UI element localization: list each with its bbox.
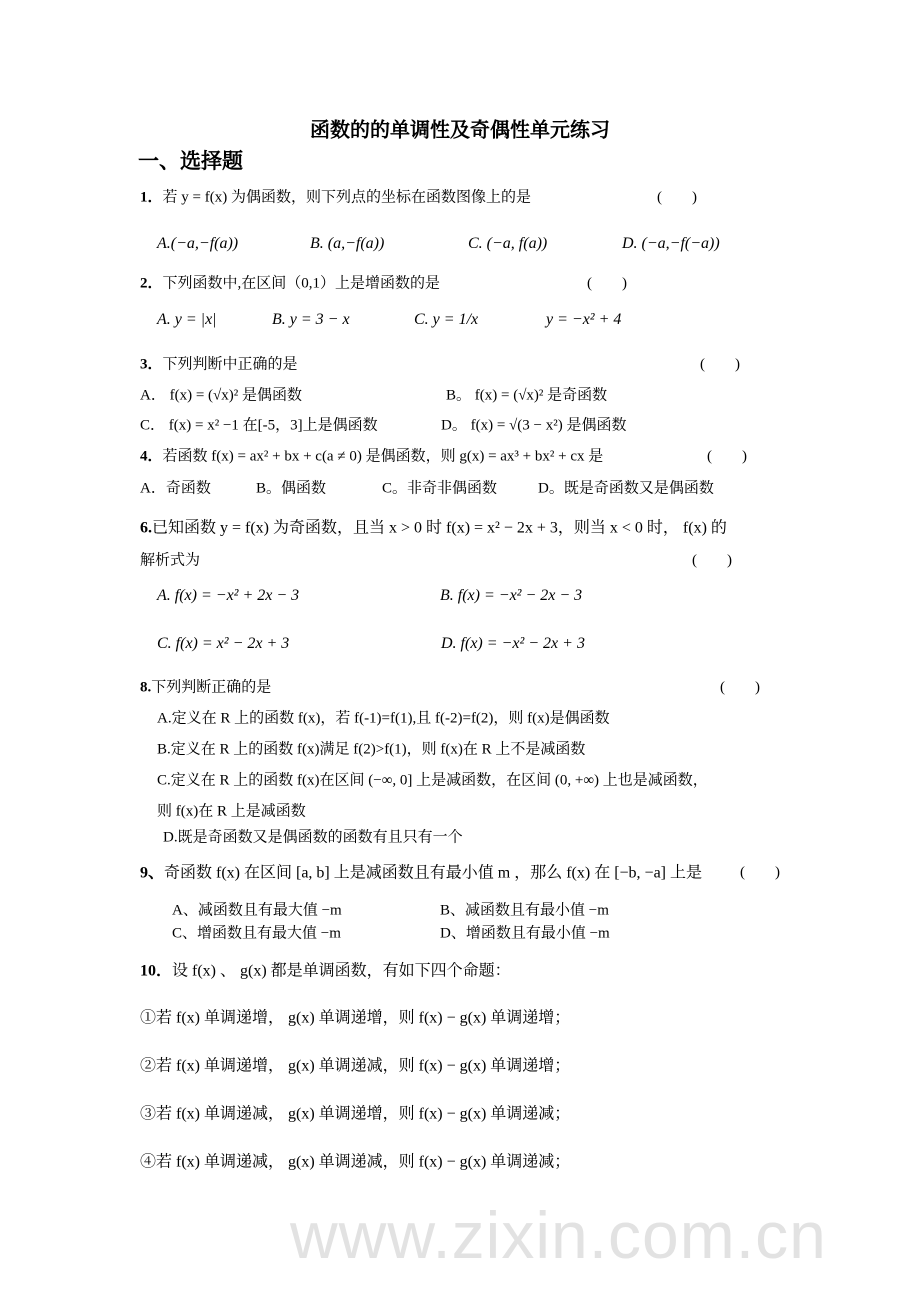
option-c: C. (−a, f(a)) — [468, 235, 548, 252]
question-2 — [140, 272, 440, 293]
proposition-3: ③若 f(x) 单调递减， g(x) 单调递增，则 f(x) − g(x) 单调递减； — [140, 1105, 571, 1123]
answer-paren: ( ) — [700, 356, 740, 373]
option-a: A. f(x) = −x² + 2x − 3 — [157, 587, 300, 604]
option-d: D。既是奇函数又是偶函数 — [538, 480, 714, 497]
question-number: 10． — [140, 962, 173, 980]
question-4 — [140, 445, 603, 466]
question-9 — [140, 860, 702, 883]
answer-paren: ( ) — [692, 552, 732, 569]
question-text: 下列函数中,在区间（0,1）上是增函数的是 — [162, 275, 441, 292]
answer-paren: ( ) — [587, 275, 627, 292]
page-title: 函数的的单调性及奇偶性单元练习 — [310, 117, 610, 142]
option-d: D。 f(x) = √(3 − x²) 是偶函数 — [441, 417, 627, 434]
option-a: A.(−a,−f(a)) — [157, 235, 239, 252]
question-number: 6. — [140, 519, 152, 537]
answer-paren: ( ) — [657, 189, 697, 206]
option-c: C。非奇非偶函数 — [382, 480, 498, 497]
question-number: 8. — [140, 679, 152, 696]
option-b: B。 f(x) = (√x)² 是奇函数 — [446, 387, 608, 404]
option-d: D. (−a,−f(−a)) — [622, 235, 720, 252]
question-10 — [140, 958, 511, 981]
option-b: B. f(x) = −x² − 2x − 3 — [440, 587, 583, 604]
option-a: A．奇函数 — [140, 480, 211, 497]
option-b: B、减函数且有最小值 −m — [440, 902, 609, 919]
question-text: 已知函数 y = f(x) 为奇函数，且当 x > 0 时 f(x) = x² − 2x + 3，则当 x < 0 时， f(x) 的 — [152, 519, 727, 537]
option-c: C. y = 1/x — [414, 311, 479, 328]
question-number: 2． — [140, 275, 163, 292]
option-d: D. f(x) = −x² − 2x + 3 — [441, 635, 585, 652]
question-text: 奇函数 f(x) 在区间 [a, b] 上是减函数且有最小值 m ，那么 f(x) 在 [−b, −a] 上是 — [164, 864, 702, 882]
answer-paren: ( ) — [740, 864, 780, 881]
section-heading: 一、选择题 — [138, 149, 243, 173]
question-text: 若函数 f(x) = ax² + bx + c(a ≠ 0) 是偶函数，则 g(x) = ax³ + bx² + cx 是 — [162, 448, 604, 465]
question-number: 4． — [140, 448, 163, 465]
question-1 — [140, 186, 531, 207]
option-c: C.定义在 R 上的函数 f(x)在区间 (−∞, 0] 上是减函数，在区间 (0, +∞) 上也是减函数， — [157, 772, 708, 789]
question-number: 9、 — [140, 864, 165, 882]
watermark: www.zixin.com.cn — [290, 1198, 827, 1272]
question-text: 若 y = f(x) 为偶函数，则下列点的坐标在函数图像上的是 — [162, 189, 531, 206]
question-text: 下列判断中正确的是 — [162, 356, 298, 373]
question-6-continued: 解析式为 — [140, 552, 201, 569]
option-d: y = −x² + 4 — [546, 311, 622, 328]
option-c: C. f(x) = x² − 2x + 3 — [157, 635, 290, 652]
question-3 — [140, 353, 298, 374]
question-number: 3． — [140, 356, 163, 373]
proposition-2: ②若 f(x) 单调递增， g(x) 单调递减，则 f(x) − g(x) 单调递增； — [140, 1057, 571, 1075]
option-b: B。偶函数 — [256, 480, 327, 497]
proposition-4: ④若 f(x) 单调递减， g(x) 单调递减，则 f(x) − g(x) 单调递减； — [140, 1153, 571, 1171]
option-d: D.既是奇函数又是偶函数的函数有且只有一个 — [163, 829, 463, 846]
option-c: C、增函数且有最大值 −m — [172, 925, 341, 942]
option-d: D、增函数且有最小值 −m — [440, 925, 610, 942]
option-c: C． f(x) = x² −1 在[-5，3]上是偶函数 — [140, 417, 378, 434]
question-8 — [140, 676, 271, 697]
option-a: A.定义在 R 上的函数 f(x)，若 f(-1)=f(1),且 f(-2)=f(2)，则 f(x)是偶函数 — [157, 710, 610, 727]
option-a: A． f(x) = (√x)² 是偶函数 — [140, 387, 302, 404]
question-text: 设 f(x) 、 g(x) 都是单调函数，有如下四个命题： — [172, 962, 511, 980]
option-b: B. y = 3 − x — [272, 311, 350, 328]
option-a: A、减函数且有最大值 −m — [172, 902, 342, 919]
question-6 — [140, 515, 727, 538]
answer-paren: ( ) — [707, 448, 747, 465]
option-a: A. y = |x| — [157, 311, 217, 328]
proposition-1: ①若 f(x) 单调递增， g(x) 单调递增，则 f(x) − g(x) 单调递增； — [140, 1009, 571, 1027]
question-text: 下列判断正确的是 — [151, 679, 272, 696]
option-b: B.定义在 R 上的函数 f(x)满足 f(2)>f(1)，则 f(x)在 R 上不是减函数 — [157, 741, 586, 758]
answer-paren: ( ) — [720, 679, 760, 696]
question-number: 1． — [140, 189, 163, 206]
option-c-continued: 则 f(x)在 R 上是减函数 — [157, 803, 306, 820]
option-b: B. (a,−f(a)) — [310, 235, 385, 252]
